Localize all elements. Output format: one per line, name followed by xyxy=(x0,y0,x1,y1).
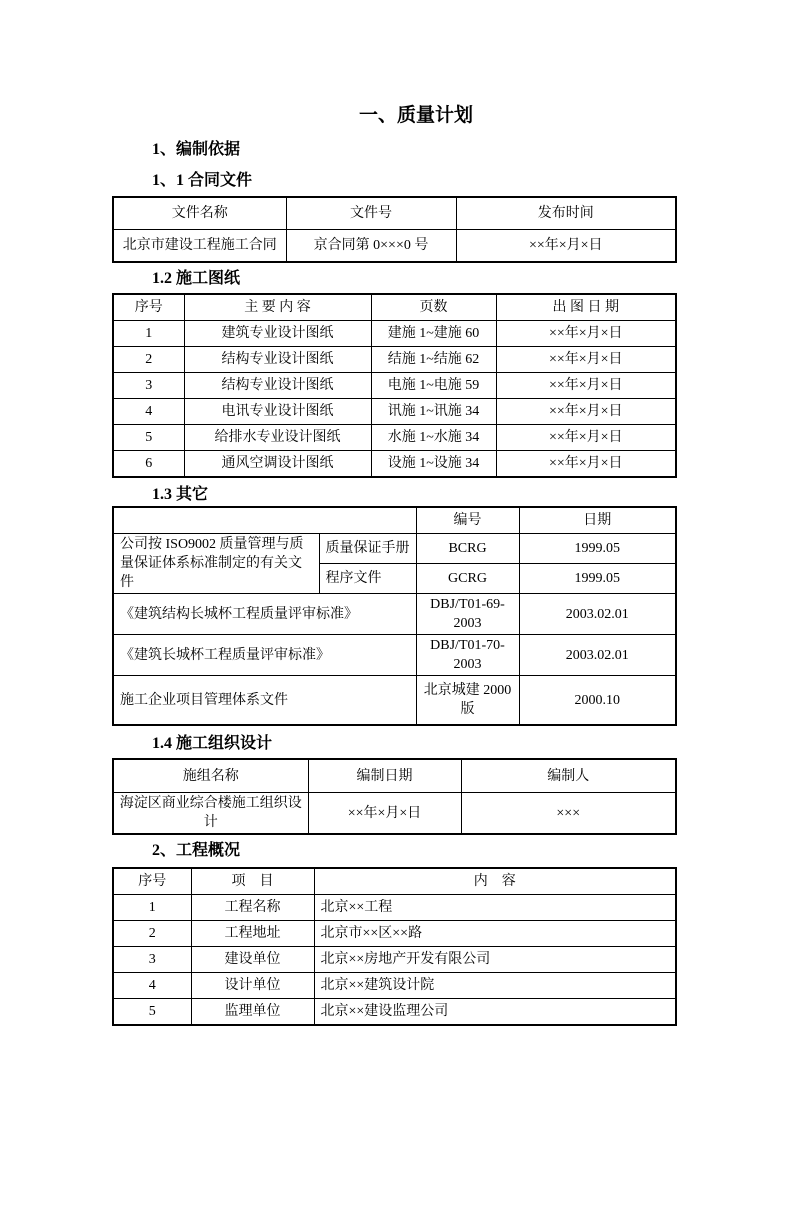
table-header-row xyxy=(113,507,676,534)
table-header-row xyxy=(113,294,676,321)
section-heading-2: 2、工程概况 xyxy=(152,842,241,859)
cell: 北京××房地产开发有限公司 xyxy=(314,947,676,973)
cell: 5 xyxy=(113,425,184,451)
cell: ××年×月×日 xyxy=(496,347,676,373)
cell: 2 xyxy=(113,347,184,373)
cell: 结构专业设计图纸 xyxy=(184,347,371,373)
cell: 《建筑结构长城杯工程质量评审标准》 xyxy=(113,594,416,635)
table-row xyxy=(113,635,676,676)
table-row xyxy=(113,425,676,451)
header-cell: 项 目 xyxy=(191,868,314,895)
cell: ××× xyxy=(461,793,676,835)
cell: DBJ/T01-70-2003 xyxy=(416,635,519,676)
cell: 水施 1~水施 34 xyxy=(371,425,496,451)
header-cell: 序号 xyxy=(113,868,191,895)
cell: ××年×月×日 xyxy=(496,425,676,451)
cell: ××年×月×日 xyxy=(308,793,461,835)
header-cell: 编制人 xyxy=(461,759,676,793)
table-row xyxy=(113,230,676,263)
table-row xyxy=(113,594,676,635)
cell: DBJ/T01-69-2003 xyxy=(416,594,519,635)
cell: 5 xyxy=(113,999,191,1026)
cell: 结构专业设计图纸 xyxy=(184,373,371,399)
section-heading-1-3: 1.3 其它 xyxy=(152,486,209,503)
cell-company-doc: 公司按 ISO9002 质量管理与质量保证体系标准制定的有关文件 xyxy=(113,534,319,594)
cell: 工程名称 xyxy=(191,895,314,921)
cell: 1999.05 xyxy=(519,534,676,564)
document-page xyxy=(112,105,675,1026)
table-row xyxy=(113,973,676,999)
table-row xyxy=(113,347,676,373)
cell: 1 xyxy=(113,895,191,921)
document-title: 一、质量计划 xyxy=(358,105,473,126)
section-heading-1-4: 1.4 施工组织设计 xyxy=(152,735,273,752)
cell: ××年×月×日 xyxy=(496,451,676,478)
table-row xyxy=(113,921,676,947)
table-row xyxy=(113,999,676,1026)
header-cell: 页数 xyxy=(371,294,496,321)
cell: 2000.10 xyxy=(519,676,676,726)
cell: 6 xyxy=(113,451,184,478)
table-row xyxy=(113,947,676,973)
org-design-table xyxy=(112,758,677,835)
cell: 工程地址 xyxy=(191,921,314,947)
cell: 建筑专业设计图纸 xyxy=(184,321,371,347)
header-cell: 文件号 xyxy=(286,197,456,230)
cell: 3 xyxy=(113,373,184,399)
cell: 2003.02.01 xyxy=(519,635,676,676)
cell: 设施 1~设施 34 xyxy=(371,451,496,478)
header-cell: 发布时间 xyxy=(456,197,676,230)
cell: 4 xyxy=(113,399,184,425)
cell: 施工企业项目管理体系文件 xyxy=(113,676,416,726)
header-cell: 序号 xyxy=(113,294,184,321)
cell: 北京××工程 xyxy=(314,895,676,921)
cell: 北京市××区××路 xyxy=(314,921,676,947)
cell: 结施 1~结施 62 xyxy=(371,347,496,373)
table-row xyxy=(113,321,676,347)
cell: 海淀区商业综合楼施工组织设计 xyxy=(113,793,308,835)
table-header-row xyxy=(113,759,676,793)
header-cell: 文件名称 xyxy=(113,197,286,230)
section-heading-1: 1、编制依据 xyxy=(152,141,241,158)
table-row xyxy=(113,676,676,726)
cell: 1 xyxy=(113,321,184,347)
table-row xyxy=(113,793,676,835)
cell: 北京××建筑设计院 xyxy=(314,973,676,999)
table-row xyxy=(113,895,676,921)
cell: 4 xyxy=(113,973,191,999)
cell: 电施 1~电施 59 xyxy=(371,373,496,399)
section-heading-1-2: 1.2 施工图纸 xyxy=(152,270,241,287)
cell: ××年×月×日 xyxy=(496,373,676,399)
cell: 3 xyxy=(113,947,191,973)
cell: 程序文件 xyxy=(319,564,416,594)
cell: 1999.05 xyxy=(519,564,676,594)
header-cell: 日期 xyxy=(519,507,676,534)
cell: ××年×月×日 xyxy=(496,321,676,347)
header-cell: 编制日期 xyxy=(308,759,461,793)
cell: 建设单位 xyxy=(191,947,314,973)
header-cell: 编号 xyxy=(416,507,519,534)
table-row xyxy=(113,534,676,564)
header-cell: 内 容 xyxy=(314,868,676,895)
cell: ××年×月×日 xyxy=(496,399,676,425)
table-header-row xyxy=(113,868,676,895)
cell: 京合同第 0×××0 号 xyxy=(286,230,456,263)
cell: 设计单位 xyxy=(191,973,314,999)
cell: GCRG xyxy=(416,564,519,594)
header-cell: 施组名称 xyxy=(113,759,308,793)
cell: 电讯专业设计图纸 xyxy=(184,399,371,425)
table-row xyxy=(113,399,676,425)
other-documents-table xyxy=(112,506,677,726)
header-cell: 出 图 日 期 xyxy=(496,294,676,321)
table-row xyxy=(113,451,676,478)
cell: 2 xyxy=(113,921,191,947)
cell: 建施 1~建施 60 xyxy=(371,321,496,347)
empty-header-cell xyxy=(113,507,416,534)
section-heading-1-1: 1、1 合同文件 xyxy=(152,172,253,189)
contract-files-table xyxy=(112,196,677,263)
cell: 讯施 1~讯施 34 xyxy=(371,399,496,425)
project-overview-table xyxy=(112,867,677,1026)
cell: ××年×月×日 xyxy=(456,230,676,263)
table-header-row xyxy=(113,197,676,230)
header-cell: 主 要 内 容 xyxy=(184,294,371,321)
cell: 监理单位 xyxy=(191,999,314,1026)
cell: 质量保证手册 xyxy=(319,534,416,564)
cell: 给排水专业设计图纸 xyxy=(184,425,371,451)
cell: BCRG xyxy=(416,534,519,564)
table-row xyxy=(113,373,676,399)
cell: 北京城建 2000 版 xyxy=(416,676,519,726)
cell: 2003.02.01 xyxy=(519,594,676,635)
construction-drawings-table xyxy=(112,293,677,478)
cell: 北京市建设工程施工合同 xyxy=(113,230,286,263)
cell: 通风空调设计图纸 xyxy=(184,451,371,478)
cell: 北京××建设监理公司 xyxy=(314,999,676,1026)
cell: 《建筑长城杯工程质量评审标准》 xyxy=(113,635,416,676)
